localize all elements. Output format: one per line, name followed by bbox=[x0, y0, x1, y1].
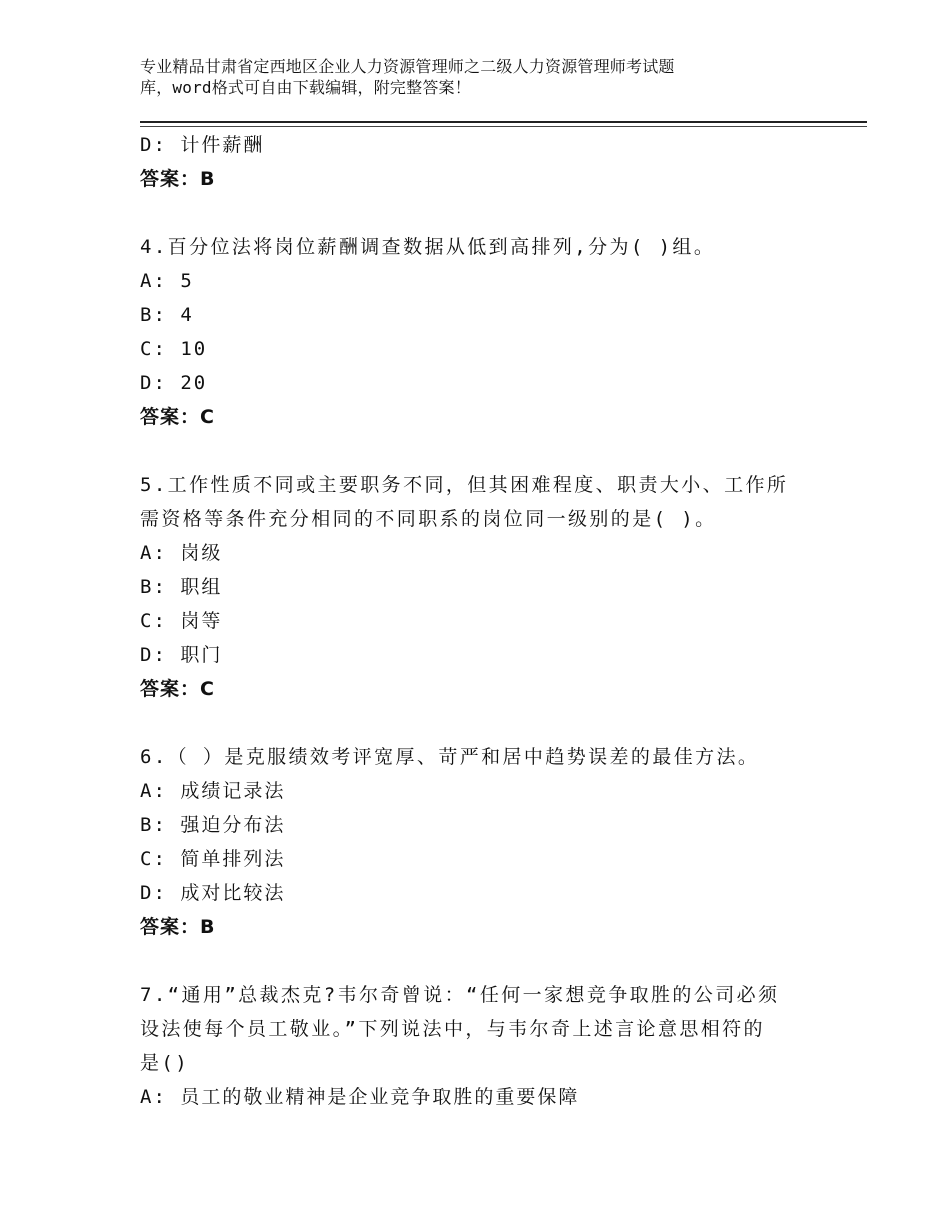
option-b: B: 强迫分布法 bbox=[140, 814, 286, 836]
option-a: A: 员工的敬业精神是企业竞争取胜的重要保障 bbox=[140, 1086, 580, 1108]
option-a: A: 5 bbox=[140, 270, 194, 292]
answer: 答案：B bbox=[140, 916, 216, 938]
option-d: D: 计件薪酬 bbox=[140, 134, 265, 156]
option-d: D: 成对比较法 bbox=[140, 882, 286, 904]
question-6 bbox=[140, 740, 820, 944]
document-header bbox=[140, 56, 800, 98]
option-b: B: 职组 bbox=[140, 576, 223, 598]
option-d: D: 20 bbox=[140, 372, 208, 394]
document-body bbox=[140, 128, 820, 1114]
spacer bbox=[140, 944, 820, 978]
answer: 答案：C bbox=[140, 406, 215, 428]
question-stem-line-1: 7.“通用”总裁杰克?韦尔奇曾说：“任何一家想竞争取胜的公司必须 bbox=[140, 984, 780, 1006]
question-stem-line-3: 是() bbox=[140, 1052, 190, 1074]
spacer bbox=[140, 196, 820, 230]
option-d: D: 职门 bbox=[140, 644, 223, 666]
question-stem: 4.百分位法将岗位薪酬调查数据从低到高排列,分为( )组。 bbox=[140, 236, 716, 258]
header-line-1: 专业精品甘肃省定西地区企业人力资源管理师之二级人力资源管理师考试题 bbox=[140, 57, 675, 76]
option-c: C: 岗等 bbox=[140, 610, 223, 632]
header-line-2: 库，word格式可自由下载编辑，附完整答案！ bbox=[140, 78, 471, 97]
question-3-tail bbox=[140, 128, 820, 196]
option-a: A: 岗级 bbox=[140, 542, 223, 564]
question-stem-line-2: 需资格等条件充分相同的不同职系的岗位同一级别的是( )。 bbox=[140, 508, 717, 530]
question-stem-line-2: 设法使每个员工敬业。”下列说法中，与韦尔奇上述言论意思相符的 bbox=[140, 1018, 765, 1040]
question-7 bbox=[140, 978, 820, 1114]
header-rule-thin bbox=[140, 126, 867, 127]
spacer bbox=[140, 434, 820, 468]
answer: 答案：C bbox=[140, 678, 215, 700]
spacer bbox=[140, 706, 820, 740]
question-4 bbox=[140, 230, 820, 434]
header-rule-thick bbox=[140, 121, 867, 123]
question-stem: 6.（ ）是克服绩效考评宽厚、苛严和居中趋势误差的最佳方法。 bbox=[140, 746, 760, 768]
answer: 答案：B bbox=[140, 168, 216, 190]
option-c: C: 10 bbox=[140, 338, 208, 360]
option-b: B: 4 bbox=[140, 304, 194, 326]
option-c: C: 简单排列法 bbox=[140, 848, 286, 870]
question-5 bbox=[140, 468, 820, 706]
option-a: A: 成绩记录法 bbox=[140, 780, 286, 802]
question-stem-line-1: 5.工作性质不同或主要职务不同，但其困难程度、职责大小、工作所 bbox=[140, 474, 789, 496]
